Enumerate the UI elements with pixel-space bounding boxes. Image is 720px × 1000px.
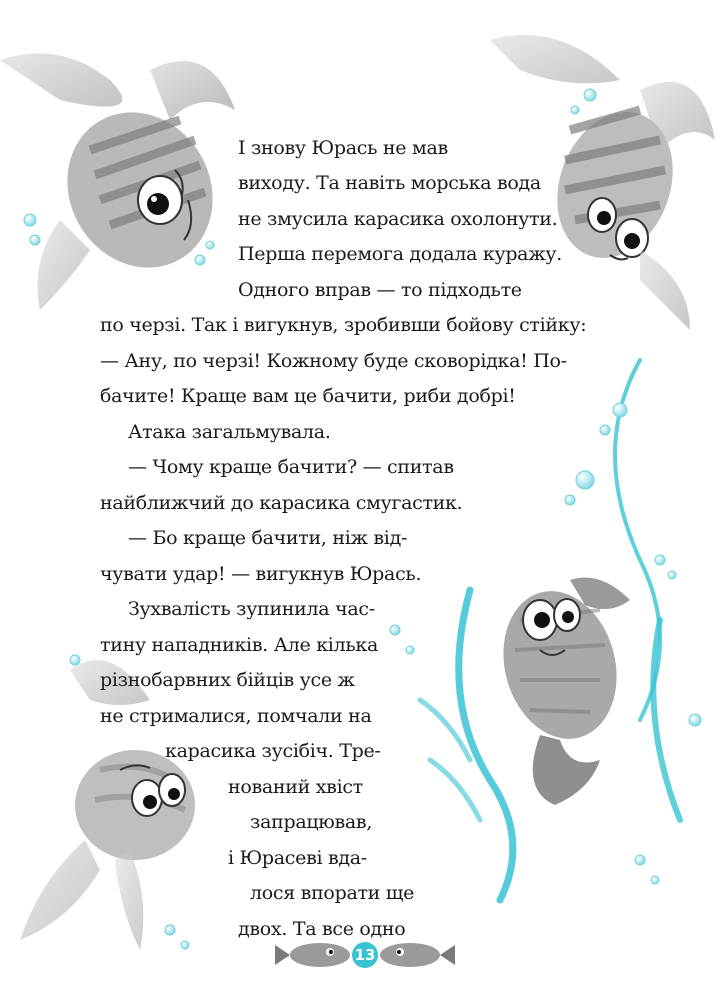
text-line: найближчий до карасика смугастик. [100,492,463,514]
text-line: тину нападників. Але кілька [100,634,379,656]
text-line: Зухвалість зупинила час- [128,598,375,620]
page-number: 13 [352,942,378,968]
text-line: І знову Юрась не мав [238,137,448,159]
text-line: бачите! Краще вам це бачити, риби добрі! [100,385,516,407]
striped-fish-icon [0,53,241,310]
text-line: карасика зусібіч. Тре- [165,740,381,762]
text-line: запрацював, [250,811,373,833]
text-line: не стрималися, помчали на [100,705,372,727]
text-line: нований хвіст [228,776,363,798]
text-line: виходу. Та навіть морська вода [238,172,541,194]
text-line: — Чому краще бачити? — спитав [128,456,454,478]
text-line: лося впорати ще [250,882,415,904]
text-line: Атака загальмувала. [128,421,331,443]
text-line: не змусила карасика охолонути. [238,208,558,230]
text-line: по черзі. Так і вигукнув, зробивши бойову стійку: [100,314,587,336]
text-line: різнобарвних бійців усе ж [100,669,355,691]
text-line: Перша перемога додала куражу. [238,243,563,265]
text-line: — Ану, по черзі! Кожному буде сковорідка! По- [100,350,567,372]
fish-ornament-icon [380,943,455,967]
text-line: Одного вправ — то підходьте [238,279,522,301]
text-line: чувати удар! — вигукнув Юрась. [100,563,422,585]
text-line: і Юрасеві вда- [228,847,367,869]
fish-ornament-icon [275,943,350,967]
text-line: — Бо краще бачити, ніж від- [128,527,408,549]
text-line: двох. Та все одно [238,918,406,940]
crucian-carp-icon [487,578,632,806]
